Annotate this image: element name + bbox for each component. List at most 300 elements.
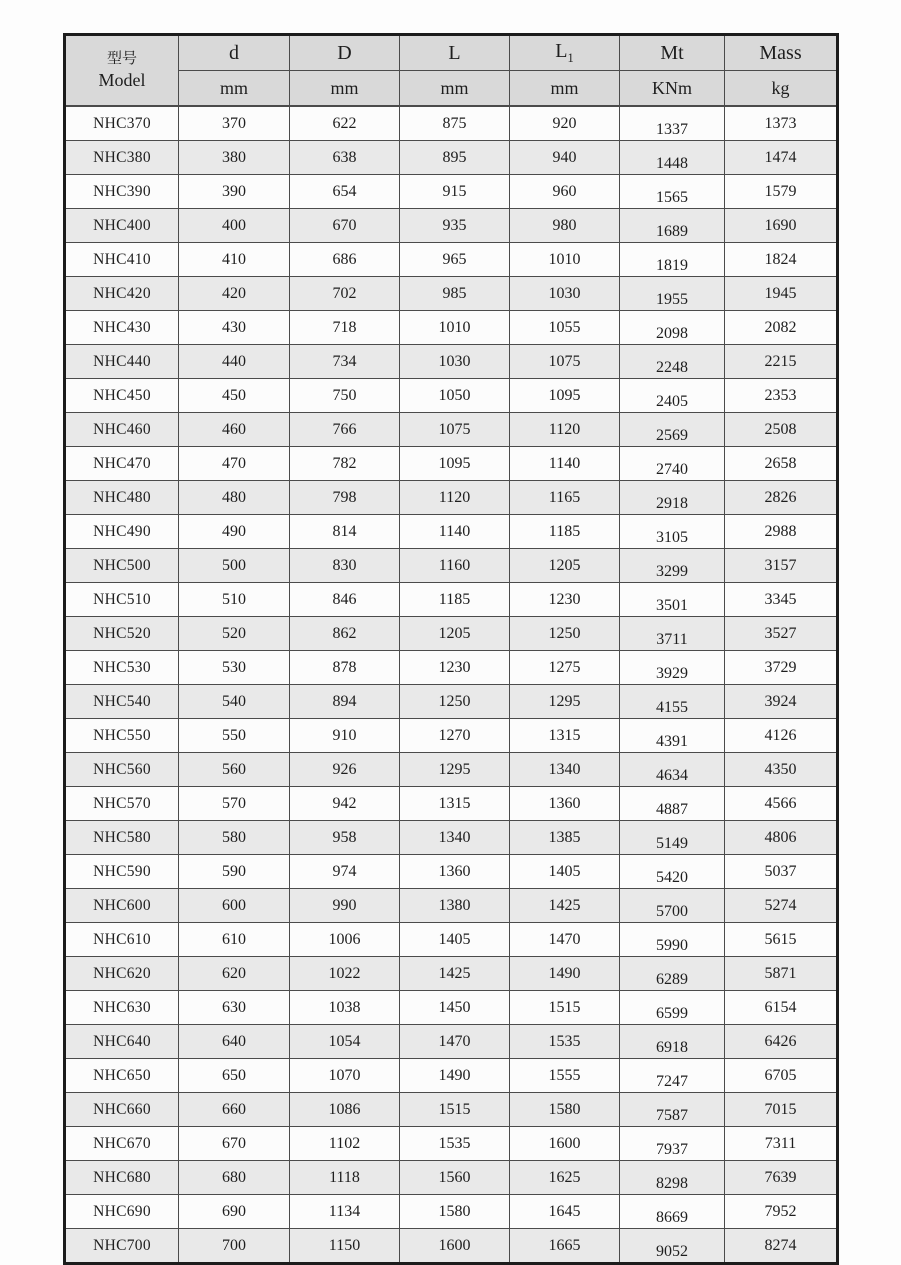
value-cell-Mass: 4126 (725, 719, 838, 753)
table-row (65, 481, 838, 515)
value-cell-Mass: 7952 (725, 1195, 838, 1229)
value-cell-L1: 1385 (510, 821, 620, 855)
value-cell-L: 875 (400, 106, 510, 141)
model-cell: NHC440 (65, 345, 179, 379)
value-cell-Mass: 5037 (725, 855, 838, 889)
value-cell-L: 1050 (400, 379, 510, 413)
model-cell: NHC630 (65, 991, 179, 1025)
value-cell-Mt: 4887 (620, 787, 725, 821)
model-cell: NHC430 (65, 311, 179, 345)
value-cell-Mt: 1565 (620, 175, 725, 209)
value-cell-D: 1102 (290, 1127, 400, 1161)
value-cell-L: 1295 (400, 753, 510, 787)
value-cell-Mt: 3711 (620, 617, 725, 651)
value-cell-L: 935 (400, 209, 510, 243)
value-cell-Mt: 1337 (620, 106, 725, 141)
value-cell-Mass: 3527 (725, 617, 838, 651)
model-cell: NHC550 (65, 719, 179, 753)
value-cell-Mass: 7311 (725, 1127, 838, 1161)
value-cell-d: 570 (179, 787, 290, 821)
value-cell-Mt: 4634 (620, 753, 725, 787)
table-row (65, 1059, 838, 1093)
value-cell-Mass: 6705 (725, 1059, 838, 1093)
unit-header-L1: mm (510, 71, 620, 107)
value-cell-d: 500 (179, 549, 290, 583)
value-cell-D: 1054 (290, 1025, 400, 1059)
table-row (65, 855, 838, 889)
value-cell-Mass: 7015 (725, 1093, 838, 1127)
value-cell-d: 590 (179, 855, 290, 889)
value-cell-Mass: 5871 (725, 957, 838, 991)
model-cell: NHC650 (65, 1059, 179, 1093)
table-row (65, 345, 838, 379)
value-cell-d: 660 (179, 1093, 290, 1127)
value-cell-L1: 1095 (510, 379, 620, 413)
value-cell-d: 390 (179, 175, 290, 209)
value-cell-Mass: 3157 (725, 549, 838, 583)
value-cell-Mt: 7247 (620, 1059, 725, 1093)
value-cell-Mt: 5149 (620, 821, 725, 855)
value-cell-Mass: 7639 (725, 1161, 838, 1195)
value-cell-L: 1185 (400, 583, 510, 617)
column-label-subscript: 1 (567, 51, 574, 65)
value-cell-d: 480 (179, 481, 290, 515)
value-cell-Mt: 2405 (620, 379, 725, 413)
column-header-L1 (510, 35, 620, 71)
value-cell-Mt: 5990 (620, 923, 725, 957)
table-row (65, 549, 838, 583)
model-column-header (65, 35, 179, 107)
value-cell-Mass: 1579 (725, 175, 838, 209)
value-cell-L1: 1470 (510, 923, 620, 957)
value-cell-L1: 1075 (510, 345, 620, 379)
table-row (65, 719, 838, 753)
value-cell-D: 1150 (290, 1229, 400, 1264)
value-cell-d: 580 (179, 821, 290, 855)
value-cell-L: 1405 (400, 923, 510, 957)
value-cell-d: 470 (179, 447, 290, 481)
column-header-D (290, 35, 400, 71)
value-cell-d: 490 (179, 515, 290, 549)
value-cell-D: 942 (290, 787, 400, 821)
value-cell-Mass: 3729 (725, 651, 838, 685)
model-cell: NHC480 (65, 481, 179, 515)
value-cell-d: 540 (179, 685, 290, 719)
value-cell-d: 460 (179, 413, 290, 447)
value-cell-Mt: 6599 (620, 991, 725, 1025)
value-cell-L1: 1205 (510, 549, 620, 583)
value-cell-D: 750 (290, 379, 400, 413)
value-cell-L1: 1275 (510, 651, 620, 685)
model-cell: NHC700 (65, 1229, 179, 1264)
table-row (65, 1161, 838, 1195)
column-header-Mass (725, 35, 838, 71)
value-cell-Mt: 7587 (620, 1093, 725, 1127)
value-cell-L1: 1580 (510, 1093, 620, 1127)
value-cell-Mass: 1373 (725, 106, 838, 141)
table-row (65, 1195, 838, 1229)
value-cell-L1: 1425 (510, 889, 620, 923)
value-cell-L: 1490 (400, 1059, 510, 1093)
value-cell-Mass: 2658 (725, 447, 838, 481)
value-cell-d: 410 (179, 243, 290, 277)
model-cell: NHC450 (65, 379, 179, 413)
value-cell-L1: 1030 (510, 277, 620, 311)
value-cell-L1: 1645 (510, 1195, 620, 1229)
value-cell-L1: 1340 (510, 753, 620, 787)
value-cell-L: 1535 (400, 1127, 510, 1161)
model-cell: NHC660 (65, 1093, 179, 1127)
value-cell-d: 560 (179, 753, 290, 787)
value-cell-Mass: 5274 (725, 889, 838, 923)
value-cell-L1: 1515 (510, 991, 620, 1025)
value-cell-L: 1360 (400, 855, 510, 889)
model-cell: NHC470 (65, 447, 179, 481)
value-cell-L1: 1055 (510, 311, 620, 345)
value-cell-L1: 1230 (510, 583, 620, 617)
value-cell-L: 1205 (400, 617, 510, 651)
value-cell-L: 1470 (400, 1025, 510, 1059)
value-cell-Mt: 1819 (620, 243, 725, 277)
value-cell-L: 1230 (400, 651, 510, 685)
value-cell-Mt: 2740 (620, 447, 725, 481)
value-cell-L: 1580 (400, 1195, 510, 1229)
value-cell-L1: 1665 (510, 1229, 620, 1264)
model-cell: NHC510 (65, 583, 179, 617)
table-row (65, 1093, 838, 1127)
value-cell-L1: 960 (510, 175, 620, 209)
value-cell-Mass: 1690 (725, 209, 838, 243)
value-cell-Mt: 5420 (620, 855, 725, 889)
value-cell-d: 510 (179, 583, 290, 617)
value-cell-L1: 1535 (510, 1025, 620, 1059)
value-cell-Mt: 1955 (620, 277, 725, 311)
value-cell-L: 915 (400, 175, 510, 209)
value-cell-L: 1425 (400, 957, 510, 991)
value-cell-D: 974 (290, 855, 400, 889)
model-cell: NHC560 (65, 753, 179, 787)
value-cell-D: 734 (290, 345, 400, 379)
model-cell: NHC670 (65, 1127, 179, 1161)
value-cell-Mt: 3299 (620, 549, 725, 583)
value-cell-D: 878 (290, 651, 400, 685)
value-cell-Mass: 5615 (725, 923, 838, 957)
table-row (65, 957, 838, 991)
table-row (65, 787, 838, 821)
value-cell-L1: 1165 (510, 481, 620, 515)
value-cell-L1: 1140 (510, 447, 620, 481)
column-header-Mt (620, 35, 725, 71)
table-row (65, 617, 838, 651)
value-cell-d: 670 (179, 1127, 290, 1161)
value-cell-L1: 1490 (510, 957, 620, 991)
value-cell-D: 654 (290, 175, 400, 209)
value-cell-Mt: 4155 (620, 685, 725, 719)
value-cell-Mt: 3929 (620, 651, 725, 685)
value-cell-L1: 1405 (510, 855, 620, 889)
model-cell: NHC620 (65, 957, 179, 991)
value-cell-d: 640 (179, 1025, 290, 1059)
column-label: Mt (660, 41, 684, 64)
value-cell-Mass: 8274 (725, 1229, 838, 1264)
table-row (65, 413, 838, 447)
column-label: d (229, 41, 239, 64)
value-cell-Mass: 2826 (725, 481, 838, 515)
value-cell-D: 1022 (290, 957, 400, 991)
value-cell-D: 1118 (290, 1161, 400, 1195)
model-cell: NHC370 (65, 106, 179, 141)
model-cell: NHC610 (65, 923, 179, 957)
value-cell-L: 1095 (400, 447, 510, 481)
model-header-english: Model (98, 69, 146, 90)
value-cell-d: 520 (179, 617, 290, 651)
value-cell-L: 895 (400, 141, 510, 175)
value-cell-Mt: 8298 (620, 1161, 725, 1195)
table-row (65, 889, 838, 923)
value-cell-Mass: 6154 (725, 991, 838, 1025)
model-cell: NHC540 (65, 685, 179, 719)
value-cell-Mass: 1474 (725, 141, 838, 175)
value-cell-Mass: 3345 (725, 583, 838, 617)
value-cell-L: 985 (400, 277, 510, 311)
value-cell-L1: 1555 (510, 1059, 620, 1093)
value-cell-L: 1380 (400, 889, 510, 923)
value-cell-D: 894 (290, 685, 400, 719)
table-row (65, 447, 838, 481)
model-cell: NHC390 (65, 175, 179, 209)
value-cell-L: 1515 (400, 1093, 510, 1127)
value-cell-Mt: 2248 (620, 345, 725, 379)
table-row (65, 583, 838, 617)
table-row (65, 106, 838, 141)
model-cell: NHC530 (65, 651, 179, 685)
value-cell-Mass: 4806 (725, 821, 838, 855)
value-cell-Mass: 3924 (725, 685, 838, 719)
value-cell-D: 766 (290, 413, 400, 447)
unit-header-d: mm (179, 71, 290, 107)
value-cell-Mass: 4350 (725, 753, 838, 787)
value-cell-L1: 1600 (510, 1127, 620, 1161)
unit-header-D: mm (290, 71, 400, 107)
value-cell-D: 1006 (290, 923, 400, 957)
value-cell-Mass: 2082 (725, 311, 838, 345)
value-cell-D: 958 (290, 821, 400, 855)
model-cell: NHC640 (65, 1025, 179, 1059)
model-cell: NHC420 (65, 277, 179, 311)
value-cell-D: 702 (290, 277, 400, 311)
value-cell-d: 450 (179, 379, 290, 413)
value-cell-Mt: 2918 (620, 481, 725, 515)
column-label: D (337, 41, 352, 64)
table-row (65, 515, 838, 549)
value-cell-Mt: 5700 (620, 889, 725, 923)
column-header-d (179, 35, 290, 71)
value-cell-L1: 1120 (510, 413, 620, 447)
table-row (65, 821, 838, 855)
value-cell-L: 1140 (400, 515, 510, 549)
table-row (65, 209, 838, 243)
value-cell-D: 990 (290, 889, 400, 923)
table-header (65, 35, 838, 107)
value-cell-d: 620 (179, 957, 290, 991)
unit-header-Mt: KNm (620, 71, 725, 107)
model-cell: NHC690 (65, 1195, 179, 1229)
value-cell-L: 1450 (400, 991, 510, 1025)
table-row (65, 753, 838, 787)
value-cell-d: 600 (179, 889, 290, 923)
model-cell: NHC680 (65, 1161, 179, 1195)
model-cell: NHC580 (65, 821, 179, 855)
value-cell-Mt: 1689 (620, 209, 725, 243)
value-cell-D: 686 (290, 243, 400, 277)
table-row (65, 243, 838, 277)
model-cell: NHC570 (65, 787, 179, 821)
value-cell-Mt: 4391 (620, 719, 725, 753)
value-cell-Mt: 6918 (620, 1025, 725, 1059)
value-cell-L1: 980 (510, 209, 620, 243)
value-cell-d: 430 (179, 311, 290, 345)
value-cell-Mass: 2508 (725, 413, 838, 447)
value-cell-L: 1075 (400, 413, 510, 447)
value-cell-D: 862 (290, 617, 400, 651)
value-cell-D: 798 (290, 481, 400, 515)
value-cell-D: 622 (290, 106, 400, 141)
value-cell-Mass: 6426 (725, 1025, 838, 1059)
value-cell-L1: 1185 (510, 515, 620, 549)
value-cell-Mt: 2569 (620, 413, 725, 447)
value-cell-L1: 940 (510, 141, 620, 175)
value-cell-L1: 1360 (510, 787, 620, 821)
value-cell-D: 830 (290, 549, 400, 583)
value-cell-Mt: 2098 (620, 311, 725, 345)
value-cell-Mt: 8669 (620, 1195, 725, 1229)
value-cell-d: 530 (179, 651, 290, 685)
spec-table (63, 33, 839, 1265)
value-cell-d: 680 (179, 1161, 290, 1195)
table-row (65, 379, 838, 413)
value-cell-Mt: 3501 (620, 583, 725, 617)
value-cell-D: 926 (290, 753, 400, 787)
model-cell: NHC380 (65, 141, 179, 175)
value-cell-d: 400 (179, 209, 290, 243)
table-row (65, 141, 838, 175)
value-cell-D: 638 (290, 141, 400, 175)
table-row (65, 991, 838, 1025)
value-cell-L: 1560 (400, 1161, 510, 1195)
value-cell-L: 1160 (400, 549, 510, 583)
value-cell-d: 420 (179, 277, 290, 311)
value-cell-L1: 1625 (510, 1161, 620, 1195)
value-cell-Mass: 1824 (725, 243, 838, 277)
table-row (65, 277, 838, 311)
table-row (65, 1025, 838, 1059)
value-cell-Mass: 1945 (725, 277, 838, 311)
value-cell-D: 718 (290, 311, 400, 345)
value-cell-d: 650 (179, 1059, 290, 1093)
value-cell-L: 1120 (400, 481, 510, 515)
value-cell-L1: 1010 (510, 243, 620, 277)
unit-header-L: mm (400, 71, 510, 107)
value-cell-L: 1270 (400, 719, 510, 753)
model-cell: NHC490 (65, 515, 179, 549)
value-cell-d: 700 (179, 1229, 290, 1264)
table-row (65, 685, 838, 719)
value-cell-L: 1250 (400, 685, 510, 719)
unit-header-Mass: kg (725, 71, 838, 107)
value-cell-d: 690 (179, 1195, 290, 1229)
table-row (65, 1229, 838, 1264)
column-header-L (400, 35, 510, 71)
value-cell-d: 610 (179, 923, 290, 957)
value-cell-D: 670 (290, 209, 400, 243)
value-cell-D: 814 (290, 515, 400, 549)
value-cell-L: 1010 (400, 311, 510, 345)
model-cell: NHC520 (65, 617, 179, 651)
value-cell-L1: 1250 (510, 617, 620, 651)
column-label: Mass (759, 41, 802, 64)
table-row (65, 1127, 838, 1161)
value-cell-Mass: 2215 (725, 345, 838, 379)
value-cell-D: 1134 (290, 1195, 400, 1229)
model-cell: NHC590 (65, 855, 179, 889)
model-cell: NHC500 (65, 549, 179, 583)
value-cell-Mass: 2988 (725, 515, 838, 549)
column-label: L (555, 40, 568, 62)
value-cell-L: 1340 (400, 821, 510, 855)
value-cell-Mass: 4566 (725, 787, 838, 821)
value-cell-L1: 1295 (510, 685, 620, 719)
table-row (65, 651, 838, 685)
value-cell-L: 965 (400, 243, 510, 277)
value-cell-d: 630 (179, 991, 290, 1025)
value-cell-Mt: 1448 (620, 141, 725, 175)
value-cell-Mt: 6289 (620, 957, 725, 991)
table-row (65, 311, 838, 345)
value-cell-L1: 1315 (510, 719, 620, 753)
value-cell-D: 910 (290, 719, 400, 753)
value-cell-Mt: 7937 (620, 1127, 725, 1161)
value-cell-L: 1030 (400, 345, 510, 379)
value-cell-L1: 920 (510, 106, 620, 141)
value-cell-D: 782 (290, 447, 400, 481)
value-cell-D: 1070 (290, 1059, 400, 1093)
model-header-chinese: 型号 (106, 50, 137, 67)
value-cell-D: 1038 (290, 991, 400, 1025)
value-cell-L: 1315 (400, 787, 510, 821)
value-cell-Mt: 3105 (620, 515, 725, 549)
value-cell-Mt: 9052 (620, 1229, 725, 1264)
model-cell: NHC400 (65, 209, 179, 243)
value-cell-d: 380 (179, 141, 290, 175)
value-cell-D: 846 (290, 583, 400, 617)
table-body (65, 106, 838, 1264)
table-row (65, 923, 838, 957)
value-cell-d: 550 (179, 719, 290, 753)
column-label: L (448, 41, 461, 64)
value-cell-d: 370 (179, 106, 290, 141)
model-cell: NHC460 (65, 413, 179, 447)
spec-table-container (63, 33, 839, 1265)
value-cell-Mass: 2353 (725, 379, 838, 413)
table-row (65, 175, 838, 209)
value-cell-L: 1600 (400, 1229, 510, 1264)
header-row-units (65, 71, 838, 107)
header-row-labels (65, 35, 838, 71)
value-cell-D: 1086 (290, 1093, 400, 1127)
model-cell: NHC410 (65, 243, 179, 277)
value-cell-d: 440 (179, 345, 290, 379)
model-cell: NHC600 (65, 889, 179, 923)
